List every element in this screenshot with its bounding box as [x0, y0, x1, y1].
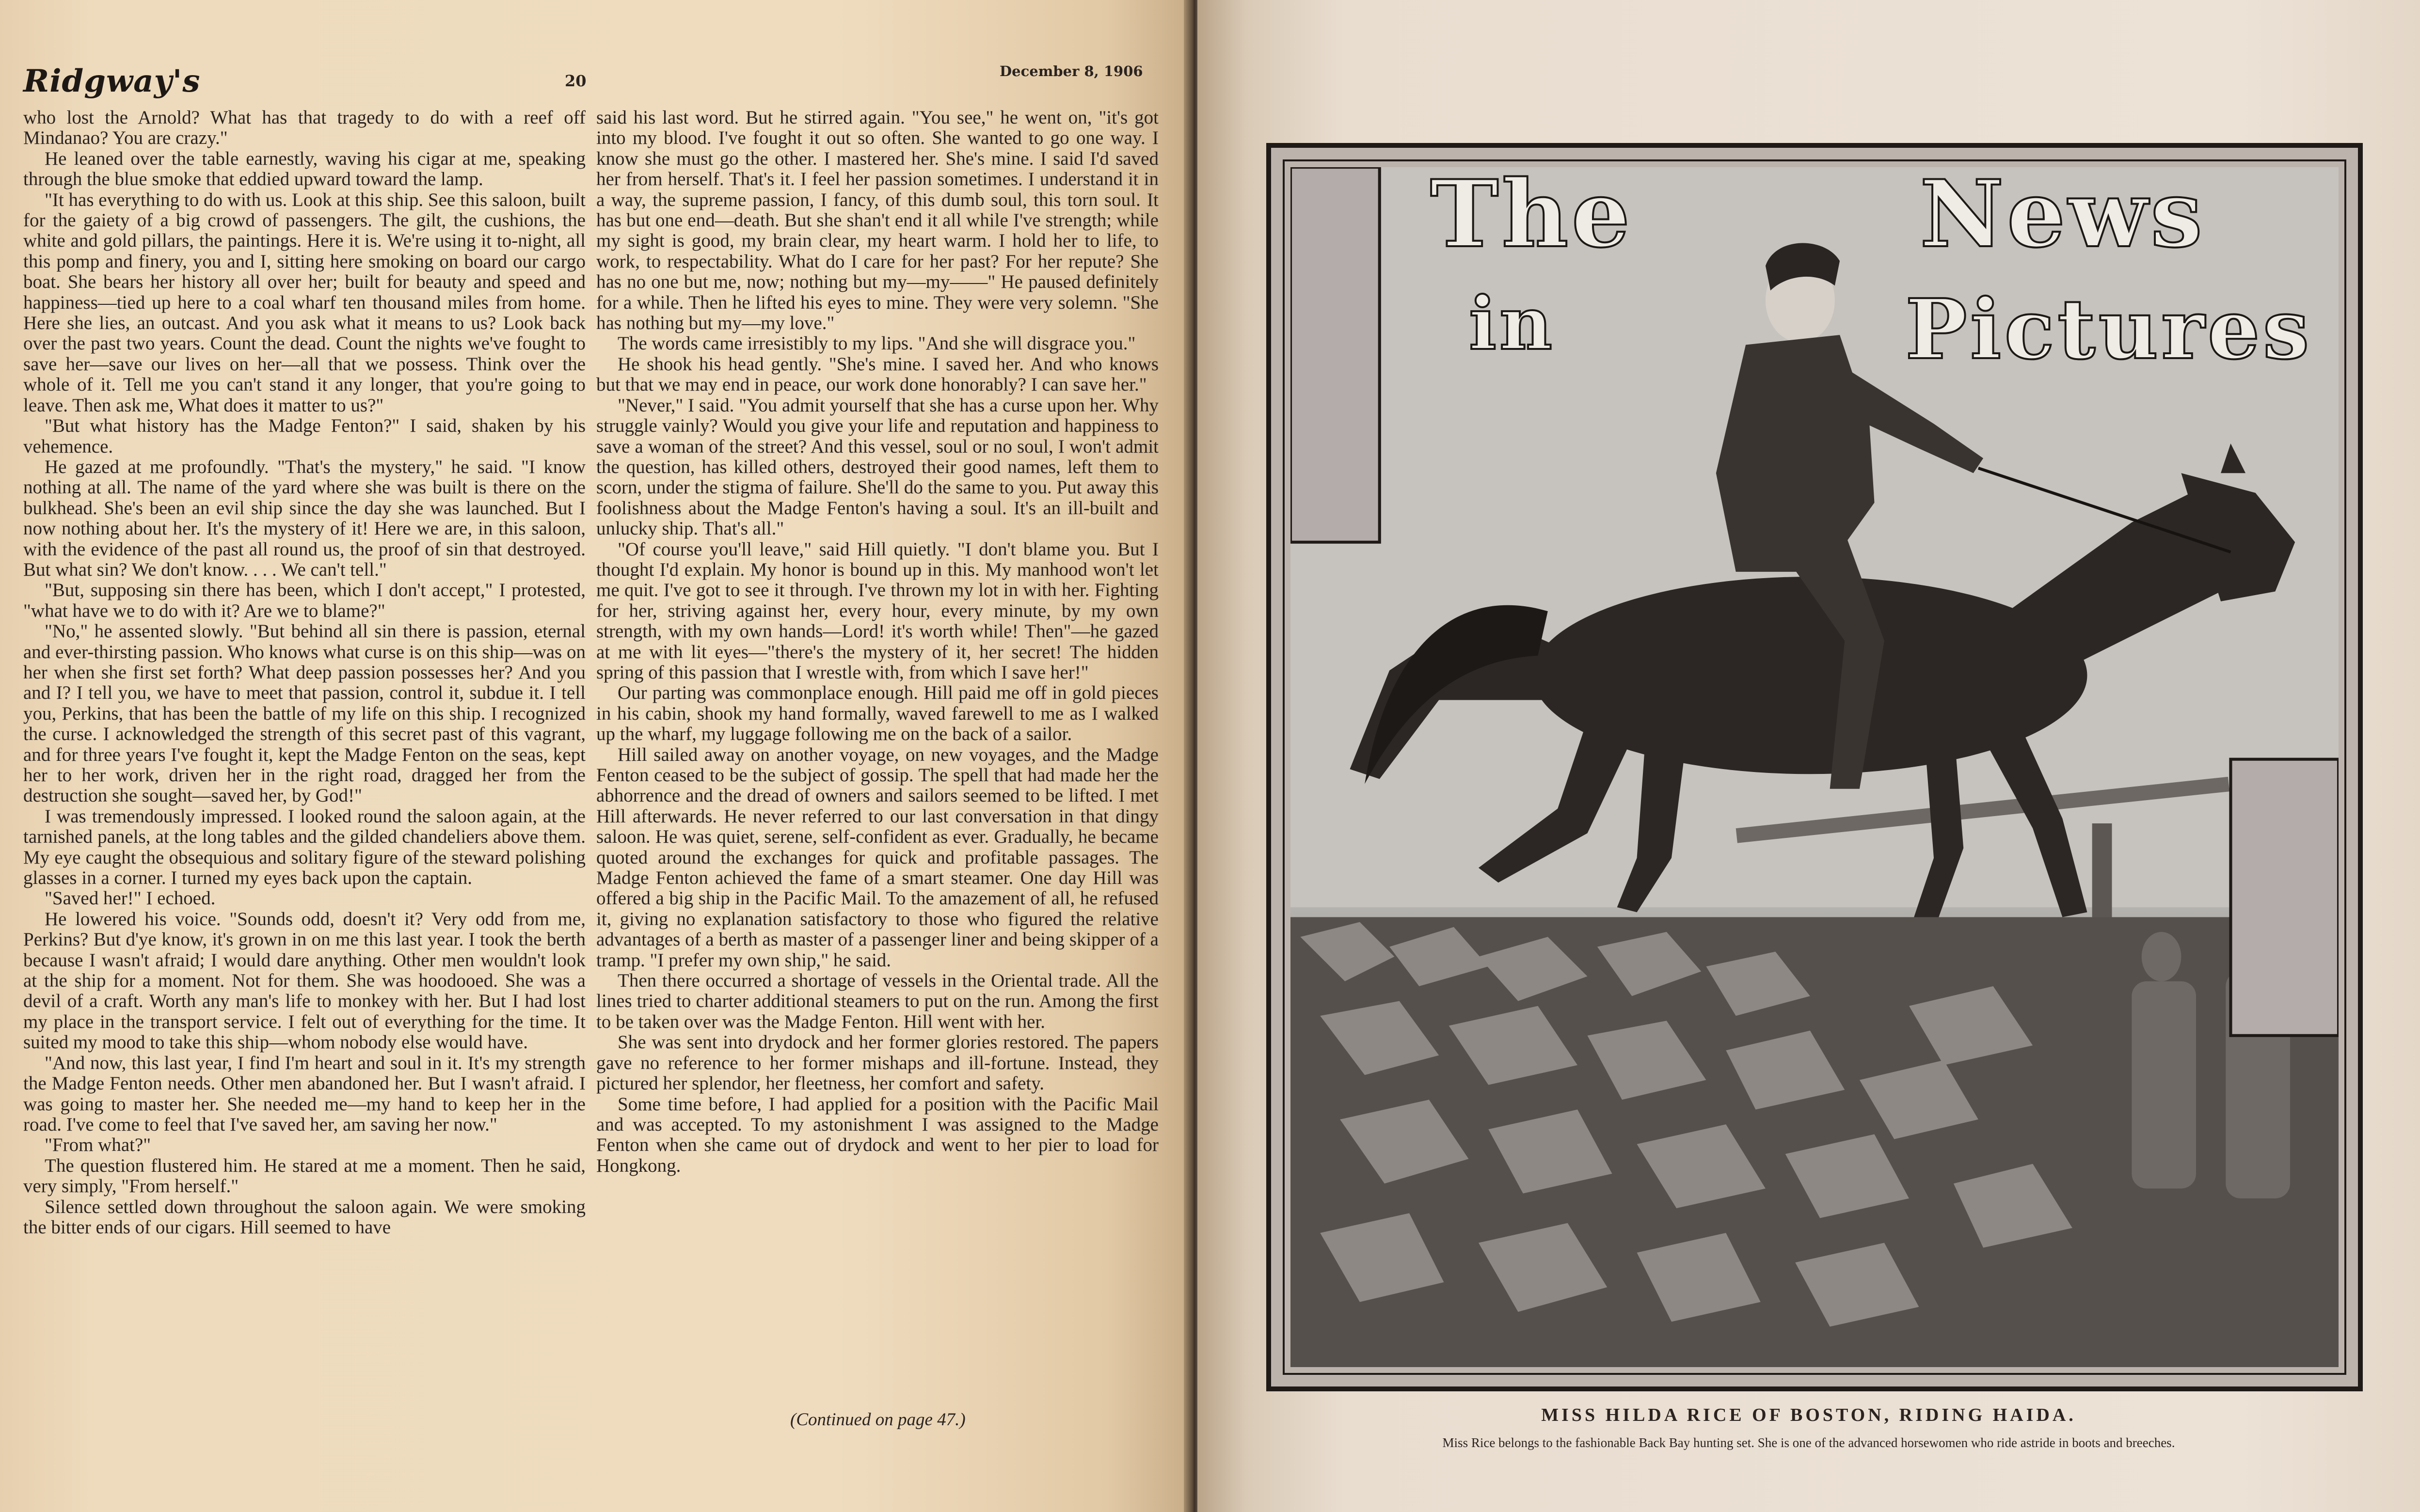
paragraph: "From what?" — [45, 1134, 151, 1156]
story-column-2 — [596, 108, 1159, 1445]
page-date: December 8, 1906 — [1000, 63, 1143, 79]
masthead-logo: Ridgway's — [23, 63, 201, 99]
continued-note: (Continued on page 47.) — [790, 1410, 966, 1430]
paragraph: "But what history has the Madge Fenton?" I said, shaken by his vehemence. — [23, 415, 586, 457]
paragraph: who lost the Arnold? What has that tragedy to do with a reef off Mindanao? You are crazy." — [23, 108, 586, 149]
paragraph: He leaned over the table earnestly, waving his cigar at me, speaking through the blue smoke that eddied upward toward the lamp. — [23, 148, 586, 190]
paragraph: He shook his head gently. "She's mine. I saved her. And who knows but that we may end in peace, our work done honorably? I can save her." — [596, 353, 1159, 395]
paragraph: The question flustered him. He stared at me a moment. Then he said, very simply, "From herself." — [23, 1155, 586, 1197]
paragraph: I was tremendously impressed. I looked round the saloon again, at the tarnished panels, at the long tables and the gilded chandeliers above them. My eye caught the obsequious and solitary figure of the steward polishing glasses in a corner. I turned my eyes back upon the captain. — [23, 805, 586, 889]
paragraph: said his last word. But he stirred again. "You see," he went on, "it's got into my blood. I've fought it out so often. She wanted to go one way. I know she must go the other. I mastered her. She's mine. I said I'd saved her from herself. That's it. I feel her passion sometimes. I understand it in a way, the supreme passion, I fancy, of this dumb soul, this torn soul. It has but one end—death. But she shan't end it all while I've strength; while my sight is good, my brain clear, my heart warm. I hold her to life, to work, to respectability. What do I care for her past? For her repute? She has no one but me, now; nothing but my—my——" He paused definitely for a while. Then he lifted his eyes to mine. They were very solemn. "She has nothing but my—my love." — [596, 108, 1159, 334]
paragraph: "It has everything to do with us. Look at this ship. See this saloon, built for the gaiety of a big crowd of passengers. The gilt, the cushions, the white and gold pillars, the paintings. Here it is. We're using it to-night, all this pomp and finery, you and I, sitting here smoking on board our cargo boat. She bears her history all over her; built for beauty and speed and happiness—tied up here to a coal wharf ten thousand miles from home. Here she lies, an outcast. And you ask what it means to us? Look back over the past two years. Count the dead. Count the nights we've fought to save her—save our lives on her—all that we possess. Think over the whole of it. Tell me you can't stand it any longer, that you're going to leave. Then ask me, What does it matter to us?" — [23, 189, 586, 416]
paragraph: Our parting was commonplace enough. Hill paid me off in gold pieces in his cabin, shook my hand formally, waved farewell to me as I walked up the wharf, my luggage following me on the back of a sailor. — [596, 682, 1159, 745]
story-column-1 — [23, 108, 586, 1445]
paragraph: "Saved her!" I echoed. — [45, 888, 216, 909]
paragraph: "No," he assented slowly. "But behind all sin there is passion, eternal and ever-thirsting passion. Who knows what curse is on this ship—was on her when she first set forth? What deep passion possesses her? And you and I? I tell you, we have to meet that passion, control it, subdue it. I tell you, Perkins, that has been the battle of my life on this ship. I recognized the curse. I acknowledged the strength of this secret past of this vagrant, and for three years I've fought it, kept the Madge Fenton on the seas, kept her to her work, driven her in the right road, dragged her from the destruction she sought—saved her, by God!" — [23, 621, 586, 806]
paragraph: "But, supposing sin there has been, which I don't accept," I protested, "what have we to do with it? Are we to blame?" — [23, 580, 586, 621]
paragraph: Then there occurred a shortage of vessels in the Oriental trade. All the lines tried to charter additional steamers to put on the run. Among the first to be taken over was the Madge Fenton. Hill went with her. — [596, 970, 1159, 1032]
paragraph: Silence settled down throughout the saloon again. We were smoking the bitter ends of our cigars. Hill seemed to have — [23, 1196, 586, 1238]
paragraph: "And now, this last year, I find I'm heart and soul in it. It's my strength the Madge Fenton needs. Other men abandoned her. But I wasn't afraid. I was going to master her. She needed me—my hand to keep her in the road. I've come to feel that I've saved her, am saving her now." — [23, 1052, 586, 1135]
paragraph: "Never," I said. "You admit yourself that she has a curse upon her. Why struggle vainly? Would you give your life and reputation and happiness to save a woman of the street? And this vessel, soul or no soul, I won't admit the question, has killed others, destroyed their good names, left them to scorn, under the stigma of failure. She'll do the same to you. Put away this foolishness about the Madge Fenton's having a soul. It's an ill-built and unlucky ship. That's all." — [596, 394, 1159, 539]
photo-caption-title: MISS HILDA RICE OF BOSTON, RIDING HAIDA. — [1541, 1405, 2076, 1425]
paragraph: She was sent into drydock and her former glories restored. The papers gave no reference to her former mishaps and ill-fortune. Instead, they pictured her splendor, her fleetness, her comfort and safety. — [596, 1032, 1159, 1094]
left-page — [0, 0, 1190, 1512]
paragraph: The words came irresistibly to my lips. "And she will disgrace you." — [618, 333, 1136, 354]
page-number: 20 — [565, 72, 587, 90]
feature-title-news: News — [1920, 160, 2206, 268]
paragraph: Hill sailed away on another voyage, on new voyages, and the Madge Fenton ceased to be the subject of gossip. The spell that had made her the abhorrence and the dread of owners and sailors seemed to be lifted. I met Hill afterwards. He never referred to our last conversation in that dingy saloon. He was quiet, serene, self-confident as ever. Gradually, he became quoted around the exchanges for quick and profitable passages. The Madge Fenton achieved the fame of a smart steamer. One day Hill was offered a big ship in the Pacific Mail. To the amazement of all, he refused it, giving no explanation satisfactory to those who figured the relative advantages of a berth as master of a passenger liner and being skipper of a tramp. "I prefer my own ship," he said. — [596, 744, 1159, 971]
paragraph: He gazed at me profoundly. "That's the mystery," he said. "I know nothing at all. The name of the yard where she was built is there on the bulkhead. She's been an evil ship since the day she was launched. But I now nothing about her. It's the mystery of it! Here we are, in this saloon, with the evidence of the past all round us, the proof of sin that destroyed. But what sin? We don't know. . . . We can't tell." — [23, 456, 586, 580]
feature-title-the: The — [1430, 160, 1633, 268]
paragraph: He lowered his voice. "Sounds odd, doesn't it? Very odd from me, Perkins? But d'ye know, it's grown in on me this last year. I took the berth because I wasn't afraid; I would dare anything. Other men wouldn't look at the ship for a moment. Not for them. She was hoodooed. She was a devil of a craft. Worth any man's life to monkey with her. But I had lost my place in the transport service. I felt out of everything for the time. It suited my mood to take this ship—whom nobody else would have. — [23, 908, 586, 1053]
photo-caption-text: Miss Rice belongs to the fashionable Back Bay hunting set. She is one of the advanced horsewomen who ride astride in boots and breeches. — [1442, 1435, 2175, 1450]
feature-title-pictures: Pictures — [1905, 281, 2312, 378]
paragraph: Some time before, I had applied for a position with the Pacific Mail and was accepted. To my astonishment I was assigned to the Madge Fenton when she came out of drydock and went to her pier to load for Hongkong. — [596, 1093, 1159, 1176]
paragraph: "Of course you'll leave," said Hill quietly. "I don't blame you. But I thought I'd explain. My honor is bound up in this. My manhood won't let me quit. I've got to see it through. I've thrown my lot in with her. Fighting for her, striving against her, every hour, every minute, by my own strength, with my own hands—Lord! it's worth while! Then"—he gazed at me with lit eyes—"there's the mystery of it, her secret! The hidden spring of this passion that I wrestle with, from which I save her!" — [596, 538, 1159, 683]
feature-title-in: in — [1469, 281, 1556, 366]
